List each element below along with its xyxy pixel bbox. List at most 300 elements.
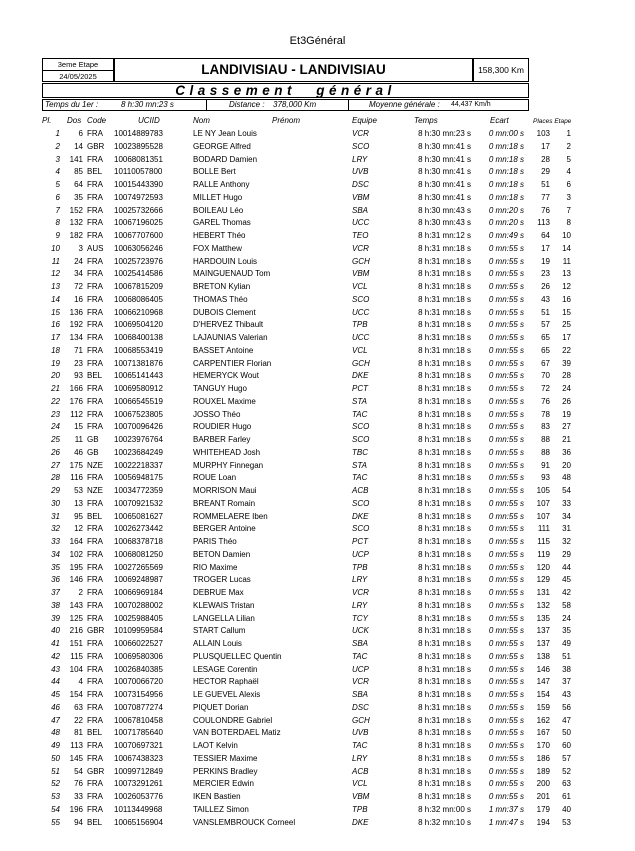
position-cell: 36 bbox=[51, 575, 60, 585]
time-cell: 8 h:30 mn:41 s bbox=[418, 154, 471, 164]
bib-cell: 196 bbox=[69, 804, 83, 814]
nation-code-cell: FRA bbox=[87, 588, 103, 597]
stage-place-cell: 43 bbox=[562, 690, 571, 699]
bib-cell: 152 bbox=[69, 205, 83, 215]
bib-cell: 116 bbox=[70, 473, 83, 483]
nation-code-cell: FRA bbox=[87, 575, 103, 585]
time-cell: 8 h:31 mn:18 s bbox=[418, 447, 471, 457]
time-cell: 8 h:31 mn:18 s bbox=[418, 320, 471, 330]
bib-cell: 13 bbox=[74, 498, 83, 508]
position-cell: 48 bbox=[51, 728, 60, 738]
nation-code-cell: FRA bbox=[87, 473, 103, 483]
position-cell: 10 bbox=[51, 243, 60, 253]
gap-cell: 0 mn:55 s bbox=[488, 588, 524, 597]
col-nom: Nom bbox=[193, 116, 210, 125]
places-cell: 105 bbox=[536, 486, 550, 495]
bib-cell: 24 bbox=[74, 256, 83, 266]
rider-name-cell: FOX Matthew bbox=[193, 243, 242, 253]
stage-place-cell: 5 bbox=[566, 154, 571, 164]
team-cell: GCH bbox=[352, 256, 370, 266]
team-cell: TAC bbox=[352, 741, 368, 750]
team-cell: TCY bbox=[352, 613, 368, 623]
stage-place-cell: 61 bbox=[562, 792, 571, 801]
stage-place-cell: 42 bbox=[562, 588, 571, 597]
gap-cell: 0 mn:18 s bbox=[488, 154, 524, 164]
places-cell: 19 bbox=[541, 256, 550, 266]
stage-place-cell: 40 bbox=[562, 804, 571, 814]
position-cell: 8 bbox=[55, 218, 60, 228]
table-row bbox=[0, 383, 635, 396]
places-cell: 43 bbox=[541, 294, 550, 304]
position-cell: 51 bbox=[51, 766, 60, 776]
temps-value: 8 h:30 mn:23 s bbox=[121, 100, 174, 109]
team-cell: UCC bbox=[352, 307, 370, 317]
table-row bbox=[0, 447, 635, 460]
position-cell: 41 bbox=[51, 639, 60, 648]
team-cell: TAC bbox=[352, 651, 368, 661]
team-cell: SCO bbox=[352, 524, 370, 534]
position-cell: 29 bbox=[51, 486, 60, 495]
places-cell: 72 bbox=[541, 384, 550, 393]
stage-place-cell: 37 bbox=[562, 677, 571, 687]
time-cell: 8 h:31 mn:18 s bbox=[418, 486, 471, 495]
rider-name-cell: ROUDIER Hugo bbox=[193, 422, 252, 432]
team-cell: SCO bbox=[352, 422, 370, 432]
nation-code-cell: FRA bbox=[87, 218, 103, 228]
uci-id-cell: 10063056246 bbox=[114, 243, 163, 253]
bib-cell: 104 bbox=[69, 664, 83, 674]
rider-name-cell: TROGER Lucas bbox=[193, 575, 251, 585]
rider-name-cell: TANGUY Hugo bbox=[193, 384, 247, 393]
places-cell: 76 bbox=[541, 396, 550, 406]
bib-cell: 216 bbox=[69, 626, 83, 636]
stage-place-cell: 26 bbox=[562, 396, 571, 406]
time-cell: 8 h:31 mn:18 s bbox=[418, 294, 471, 304]
gap-cell: 0 mn:18 s bbox=[488, 180, 524, 189]
col-dos: Dos bbox=[67, 116, 82, 125]
rider-name-cell: LAJAUNIAS Valerian bbox=[193, 333, 268, 342]
places-cell: 64 bbox=[541, 231, 550, 240]
uci-id-cell: 10071785640 bbox=[114, 728, 163, 738]
stage-place-cell: 39 bbox=[562, 358, 571, 368]
info-divider bbox=[206, 100, 207, 110]
results-table bbox=[0, 128, 635, 829]
table-row bbox=[0, 472, 635, 485]
table-row bbox=[0, 549, 635, 562]
table-row bbox=[0, 460, 635, 473]
team-cell: TEO bbox=[352, 231, 369, 240]
position-cell: 9 bbox=[55, 231, 60, 240]
places-cell: 70 bbox=[541, 371, 550, 381]
gap-cell: 0 mn:55 s bbox=[488, 651, 524, 661]
bib-cell: 115 bbox=[70, 651, 83, 661]
rider-name-cell: ALLAIN Louis bbox=[193, 639, 242, 648]
col-code: Code bbox=[87, 116, 107, 125]
uci-id-cell: 10067438323 bbox=[114, 753, 163, 763]
uci-id-cell: 10073154956 bbox=[114, 690, 163, 699]
places-cell: 135 bbox=[536, 613, 550, 623]
stage-place-cell: 25 bbox=[562, 320, 571, 330]
rider-name-cell: VAN BOTERDAEL Matiz bbox=[193, 728, 281, 738]
uci-id-cell: 10070921532 bbox=[114, 498, 163, 508]
position-cell: 49 bbox=[51, 741, 60, 750]
nation-code-cell: FRA bbox=[87, 129, 103, 138]
position-cell: 33 bbox=[51, 537, 60, 546]
uci-id-cell: 10065156904 bbox=[114, 817, 163, 827]
table-row bbox=[0, 141, 635, 154]
uci-id-cell: 10034772359 bbox=[114, 486, 163, 495]
rider-name-cell: BARBER Farley bbox=[193, 435, 251, 444]
bib-cell: 76 bbox=[74, 779, 83, 789]
nation-code-cell: FRA bbox=[87, 333, 103, 342]
table-row bbox=[0, 715, 635, 728]
gap-cell: 0 mn:55 s bbox=[488, 690, 524, 699]
nation-code-cell: FRA bbox=[87, 192, 103, 202]
nation-code-cell: NZE bbox=[87, 486, 103, 495]
bib-cell: 95 bbox=[74, 511, 83, 521]
places-cell: 115 bbox=[537, 537, 550, 546]
time-cell: 8 h:31 mn:18 s bbox=[418, 613, 471, 623]
bib-cell: 195 bbox=[69, 562, 83, 572]
time-cell: 8 h:31 mn:18 s bbox=[418, 626, 471, 636]
nation-code-cell: BEL bbox=[87, 371, 103, 381]
team-cell: VCR bbox=[352, 129, 369, 138]
stage-place-cell: 19 bbox=[562, 409, 571, 419]
nation-code-cell: FRA bbox=[87, 294, 103, 304]
bib-cell: 15 bbox=[74, 422, 83, 432]
time-cell: 8 h:30 mn:43 s bbox=[418, 218, 471, 228]
position-cell: 40 bbox=[51, 626, 60, 636]
uci-id-cell: 10070697321 bbox=[114, 741, 163, 750]
position-cell: 39 bbox=[51, 613, 60, 623]
stage-place-cell: 17 bbox=[562, 333, 571, 342]
rider-name-cell: LE GUEVEL Alexis bbox=[193, 690, 261, 699]
time-cell: 8 h:31 mn:18 s bbox=[418, 256, 471, 266]
stage-place-cell: 45 bbox=[562, 575, 571, 585]
places-cell: 65 bbox=[541, 333, 550, 342]
places-cell: 138 bbox=[536, 651, 550, 661]
gap-cell: 0 mn:55 s bbox=[488, 333, 524, 342]
stage-place-cell: 34 bbox=[562, 511, 571, 521]
nation-code-cell: FRA bbox=[87, 384, 103, 393]
document-title: Et3Général bbox=[289, 35, 346, 47]
time-cell: 8 h:31 mn:18 s bbox=[418, 537, 471, 546]
time-cell: 8 h:31 mn:18 s bbox=[418, 575, 471, 585]
gap-cell: 0 mn:55 s bbox=[488, 677, 524, 687]
nation-code-cell: AUS bbox=[87, 243, 104, 253]
stage-place-cell: 47 bbox=[562, 715, 571, 725]
stage-place-cell: 7 bbox=[566, 205, 571, 215]
rider-name-cell: KLEWAIS Tristan bbox=[193, 600, 255, 610]
stage-place-cell: 63 bbox=[562, 779, 571, 789]
nation-code-cell: FRA bbox=[87, 779, 103, 789]
places-cell: 26 bbox=[541, 282, 550, 291]
places-cell: 167 bbox=[536, 728, 550, 738]
table-row bbox=[0, 217, 635, 230]
gap-cell: 0 mn:55 s bbox=[488, 243, 524, 253]
team-cell: LRY bbox=[352, 600, 368, 610]
table-row bbox=[0, 256, 635, 269]
team-cell: LRY bbox=[352, 154, 368, 164]
gap-cell: 0 mn:55 s bbox=[488, 320, 524, 330]
bib-cell: 35 bbox=[74, 192, 83, 202]
time-cell: 8 h:31 mn:18 s bbox=[418, 651, 471, 661]
team-cell: VCR bbox=[352, 243, 369, 253]
table-row bbox=[0, 205, 635, 218]
gap-cell: 0 mn:55 s bbox=[488, 753, 524, 763]
nation-code-cell: FRA bbox=[87, 422, 103, 432]
time-cell: 8 h:31 mn:18 s bbox=[418, 460, 471, 470]
uci-id-cell: 10015443390 bbox=[114, 180, 163, 189]
table-row bbox=[0, 804, 635, 817]
gap-cell: 0 mn:55 s bbox=[488, 537, 524, 546]
rider-name-cell: HARDOUIN Louis bbox=[193, 256, 258, 266]
rider-name-cell: MILLET Hugo bbox=[193, 192, 243, 202]
table-row bbox=[0, 243, 635, 256]
position-cell: 5 bbox=[55, 180, 60, 189]
table-row bbox=[0, 562, 635, 575]
team-cell: STA bbox=[352, 460, 367, 470]
team-cell: DKE bbox=[352, 371, 369, 381]
table-row bbox=[0, 638, 635, 651]
gap-cell: 0 mn:55 s bbox=[488, 600, 524, 610]
nation-code-cell: GB bbox=[87, 447, 99, 457]
time-cell: 8 h:31 mn:18 s bbox=[418, 588, 471, 597]
places-cell: 189 bbox=[536, 766, 550, 776]
info-divider bbox=[348, 100, 349, 110]
position-cell: 47 bbox=[51, 715, 60, 725]
position-cell: 44 bbox=[51, 677, 60, 687]
bib-cell: 54 bbox=[74, 766, 83, 776]
table-row bbox=[0, 128, 635, 141]
rider-name-cell: TAILLEZ Simon bbox=[193, 804, 249, 814]
column-headers bbox=[0, 116, 635, 126]
time-cell: 8 h:31 mn:18 s bbox=[418, 358, 471, 368]
team-cell: TBC bbox=[352, 447, 368, 457]
team-cell: VBM bbox=[352, 792, 370, 801]
bib-cell: 145 bbox=[69, 753, 83, 763]
table-row bbox=[0, 791, 635, 804]
stage-place-cell: 53 bbox=[562, 817, 571, 827]
bib-cell: 164 bbox=[69, 537, 83, 546]
time-cell: 8 h:31 mn:18 s bbox=[418, 333, 471, 342]
position-cell: 24 bbox=[51, 422, 60, 432]
rider-name-cell: BASSET Antoine bbox=[193, 345, 254, 355]
stage-place-cell: 1 bbox=[566, 129, 571, 138]
team-cell: LRY bbox=[352, 575, 368, 585]
stage-place-cell: 24 bbox=[562, 384, 571, 393]
nation-code-cell: FRA bbox=[87, 690, 103, 699]
rider-name-cell: DEBRUE Max bbox=[193, 588, 244, 597]
places-cell: 91 bbox=[541, 460, 550, 470]
places-cell: 88 bbox=[541, 435, 550, 444]
places-cell: 154 bbox=[536, 690, 550, 699]
places-cell: 146 bbox=[536, 664, 550, 674]
bib-cell: 151 bbox=[69, 639, 83, 648]
table-row bbox=[0, 358, 635, 371]
uci-id-cell: 10067815209 bbox=[114, 282, 163, 291]
stage-place-cell: 28 bbox=[562, 371, 571, 381]
places-cell: 76 bbox=[541, 205, 550, 215]
stage-place-cell: 57 bbox=[562, 753, 571, 763]
nation-code-cell: FRA bbox=[87, 409, 103, 419]
bib-cell: 22 bbox=[74, 715, 83, 725]
nation-code-cell: FRA bbox=[87, 307, 103, 317]
uci-id-cell: 10069248987 bbox=[114, 575, 163, 585]
rider-name-cell: THOMAS Théo bbox=[193, 294, 248, 304]
stage-box bbox=[42, 58, 114, 82]
nation-code-cell: FRA bbox=[87, 715, 103, 725]
gap-cell: 0 mn:55 s bbox=[488, 486, 524, 495]
nation-code-cell: FRA bbox=[87, 396, 103, 406]
team-cell: SBA bbox=[352, 639, 369, 648]
stage-place-cell: 2 bbox=[566, 141, 571, 151]
places-cell: 111 bbox=[537, 524, 550, 534]
rider-name-cell: DUBOIS Clement bbox=[193, 307, 256, 317]
bib-cell: 11 bbox=[74, 435, 83, 444]
bib-cell: 72 bbox=[74, 282, 83, 291]
route-title: LANDIVISIAU - LANDIVISIAU bbox=[114, 58, 473, 82]
stage-place-cell: 14 bbox=[562, 243, 571, 253]
gap-cell: 0 mn:55 s bbox=[488, 447, 524, 457]
gap-cell: 0 mn:18 s bbox=[488, 141, 524, 151]
position-cell: 19 bbox=[51, 358, 60, 368]
uci-id-cell: 10027265569 bbox=[114, 562, 163, 572]
rider-name-cell: ROUXEL Maxime bbox=[193, 396, 256, 406]
places-cell: 51 bbox=[541, 180, 550, 189]
gap-cell: 0 mn:55 s bbox=[488, 409, 524, 419]
bib-cell: 113 bbox=[70, 741, 83, 750]
time-cell: 8 h:31 mn:18 s bbox=[418, 524, 471, 534]
places-cell: 147 bbox=[536, 677, 550, 687]
nation-code-cell: FRA bbox=[87, 231, 103, 240]
table-row bbox=[0, 166, 635, 179]
rider-name-cell: VANSLEMBROUCK Corneel bbox=[193, 817, 296, 827]
time-cell: 8 h:31 mn:18 s bbox=[418, 307, 471, 317]
position-cell: 54 bbox=[51, 804, 60, 814]
rider-name-cell: MURPHY Finnegan bbox=[193, 460, 264, 470]
position-cell: 45 bbox=[51, 690, 60, 699]
time-cell: 8 h:31 mn:18 s bbox=[418, 639, 471, 648]
stage-place-cell: 35 bbox=[562, 626, 571, 636]
time-cell: 8 h:31 mn:18 s bbox=[418, 664, 471, 674]
uci-id-cell: 10026273442 bbox=[114, 524, 163, 534]
time-cell: 8 h:31 mn:18 s bbox=[418, 473, 471, 483]
table-row bbox=[0, 574, 635, 587]
uci-id-cell: 10025414586 bbox=[114, 269, 163, 279]
position-cell: 38 bbox=[51, 600, 60, 610]
position-cell: 23 bbox=[51, 409, 60, 419]
gap-cell: 0 mn:55 s bbox=[488, 498, 524, 508]
bib-cell: 132 bbox=[69, 218, 83, 228]
gap-cell: 0 mn:55 s bbox=[488, 639, 524, 648]
table-row bbox=[0, 817, 635, 830]
rider-name-cell: BERGER Antoine bbox=[193, 524, 256, 534]
table-row bbox=[0, 778, 635, 791]
gap-cell: 1 mn:37 s bbox=[488, 804, 524, 814]
places-cell: 78 bbox=[541, 409, 550, 419]
time-cell: 8 h:30 mn:23 s bbox=[418, 129, 471, 138]
rider-name-cell: GAREL Thomas bbox=[193, 218, 251, 228]
nation-code-cell: FRA bbox=[87, 702, 103, 712]
distance-label: Distance : bbox=[229, 100, 265, 109]
nation-code-cell: GBR bbox=[87, 626, 105, 636]
col-places-etape: Places Etape bbox=[533, 118, 572, 125]
stage-place-cell: 10 bbox=[562, 231, 571, 240]
position-cell: 17 bbox=[51, 333, 60, 342]
bib-cell: 141 bbox=[69, 154, 83, 164]
distance-value: 378,000 Km bbox=[273, 100, 317, 109]
time-cell: 8 h:31 mn:18 s bbox=[418, 269, 471, 279]
position-cell: 14 bbox=[51, 294, 60, 304]
nation-code-cell: GB bbox=[87, 435, 99, 444]
nation-code-cell: BEL bbox=[87, 728, 103, 738]
nation-code-cell: FRA bbox=[87, 741, 103, 750]
uci-id-cell: 10066969184 bbox=[114, 588, 163, 597]
uci-id-cell: 10025723976 bbox=[114, 256, 163, 266]
table-row bbox=[0, 511, 635, 524]
time-cell: 8 h:32 mn:10 s bbox=[418, 817, 471, 827]
gap-cell: 0 mn:55 s bbox=[488, 282, 524, 291]
position-cell: 12 bbox=[51, 269, 60, 279]
moyenne-value: 44,437 Km/h bbox=[451, 101, 491, 108]
time-cell: 8 h:31 mn:18 s bbox=[418, 753, 471, 763]
time-cell: 8 h:31 mn:18 s bbox=[418, 396, 471, 406]
gap-cell: 0 mn:20 s bbox=[488, 205, 524, 215]
stage-place-cell: 8 bbox=[566, 218, 571, 228]
table-row bbox=[0, 230, 635, 243]
gap-cell: 0 mn:18 s bbox=[488, 192, 524, 202]
rider-name-cell: GEORGE Alfred bbox=[193, 141, 251, 151]
time-cell: 8 h:31 mn:18 s bbox=[418, 677, 471, 687]
time-cell: 8 h:31 mn:18 s bbox=[418, 371, 471, 381]
gap-cell: 0 mn:55 s bbox=[488, 626, 524, 636]
nation-code-cell: FRA bbox=[87, 269, 103, 279]
team-cell: SCO bbox=[352, 141, 370, 151]
table-row bbox=[0, 396, 635, 409]
uci-id-cell: 10066022527 bbox=[114, 639, 163, 648]
bib-cell: 6 bbox=[78, 129, 83, 138]
uci-id-cell: 10025732666 bbox=[114, 205, 163, 215]
team-cell: GCH bbox=[352, 715, 370, 725]
places-cell: 107 bbox=[536, 511, 550, 521]
uci-id-cell: 10065141443 bbox=[114, 371, 163, 381]
bib-cell: 14 bbox=[74, 141, 83, 151]
bib-cell: 53 bbox=[74, 486, 83, 495]
position-cell: 37 bbox=[51, 588, 60, 597]
gap-cell: 1 mn:47 s bbox=[488, 817, 524, 827]
position-cell: 52 bbox=[51, 779, 60, 789]
uci-id-cell: 10073291261 bbox=[114, 779, 163, 789]
places-cell: 201 bbox=[536, 792, 550, 801]
position-cell: 3 bbox=[55, 154, 60, 164]
bib-cell: 2 bbox=[78, 588, 83, 597]
bib-cell: 16 bbox=[74, 294, 83, 304]
bib-cell: 125 bbox=[69, 613, 83, 623]
team-cell: STA bbox=[352, 396, 367, 406]
stage-place-cell: 29 bbox=[562, 549, 571, 559]
gap-cell: 0 mn:55 s bbox=[488, 741, 524, 750]
nation-code-cell: FRA bbox=[87, 753, 103, 763]
time-cell: 8 h:30 mn:43 s bbox=[418, 205, 471, 215]
stage-place-cell: 54 bbox=[562, 486, 571, 495]
bib-cell: 154 bbox=[69, 690, 83, 699]
bib-cell: 23 bbox=[74, 358, 83, 368]
time-cell: 8 h:31 mn:18 s bbox=[418, 549, 471, 559]
bib-cell: 4 bbox=[78, 677, 83, 687]
stage-place-cell: 58 bbox=[562, 600, 571, 610]
team-cell: GCH bbox=[352, 358, 370, 368]
